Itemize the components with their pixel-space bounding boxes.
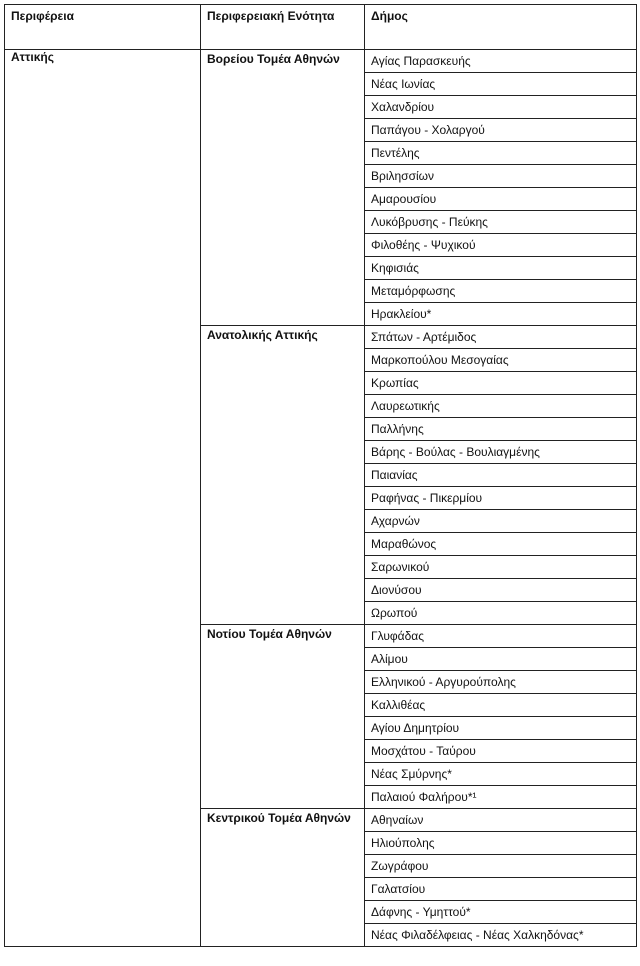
municipality-cell: Ραφήνας - Πικερμίου [365, 487, 637, 510]
municipality-cell: Μοσχάτου - Ταύρου [365, 740, 637, 763]
municipality-cell: Διονύσου [365, 579, 637, 602]
municipality-cell: Αχαρνών [365, 510, 637, 533]
header-municipality: Δήμος [365, 5, 637, 50]
municipality-cell: Ηλιούπολης [365, 832, 637, 855]
municipality-cell: Σαρωνικού [365, 556, 637, 579]
municipality-cell: Βάρης - Βούλας - Βουλιαγμένης [365, 441, 637, 464]
municipality-cell: Παπάγου - Χολαργού [365, 119, 637, 142]
municipality-cell: Ελληνικού - Αργυρούπολης [365, 671, 637, 694]
municipality-cell: Πεντέλης [365, 142, 637, 165]
municipality-cell: Νέας Ιωνίας [365, 73, 637, 96]
municipality-cell: Ηρακλείου* [365, 303, 637, 326]
regional-unit-cell: Νοτίου Τομέα Αθηνών [201, 625, 365, 809]
municipality-cell: Καλλιθέας [365, 694, 637, 717]
municipality-cell: Αμαρουσίου [365, 188, 637, 211]
regional-unit-cell: Ανατολικής Αττικής [201, 326, 365, 625]
header-regional-unit: Περιφερειακή Ενότητα [201, 5, 365, 50]
municipality-cell: Αγίας Παρασκευής [365, 50, 637, 73]
table-header-row [5, 5, 637, 50]
regional-unit-cell: Κεντρικού Τομέα Αθηνών [201, 809, 365, 947]
regional-unit-cell: Βορείου Τομέα Αθηνών [201, 50, 365, 326]
municipality-cell: Μεταμόρφωσης [365, 280, 637, 303]
header-region: Περιφέρεια [5, 5, 201, 50]
municipality-cell: Σπάτων - Αρτέμιδος [365, 326, 637, 349]
municipality-cell: Ζωγράφου [365, 855, 637, 878]
municipality-cell: Νέας Φιλαδέλφειας - Νέας Χαλκηδόνας* [365, 924, 637, 947]
municipalities-table [4, 4, 637, 947]
municipality-cell: Νέας Σμύρνης* [365, 763, 637, 786]
municipality-cell: Μαραθώνος [365, 533, 637, 556]
municipality-cell: Γλυφάδας [365, 625, 637, 648]
municipality-cell: Αλίμου [365, 648, 637, 671]
municipality-cell: Ωρωπού [365, 602, 637, 625]
table-body [5, 50, 637, 947]
municipality-cell: Μαρκοπούλου Μεσογαίας [365, 349, 637, 372]
municipality-cell: Λυκόβρυσης - Πεύκης [365, 211, 637, 234]
municipality-cell: Αγίου Δημητρίου [365, 717, 637, 740]
municipality-cell: Λαυρεωτικής [365, 395, 637, 418]
municipality-cell: Κηφισιάς [365, 257, 637, 280]
municipality-cell: Παλαιού Φαλήρου*¹ [365, 786, 637, 809]
municipality-cell: Κρωπίας [365, 372, 637, 395]
municipality-cell: Παιανίας [365, 464, 637, 487]
municipality-cell: Χαλανδρίου [365, 96, 637, 119]
region-cell: Αττικής [5, 50, 201, 947]
municipality-cell: Γαλατσίου [365, 878, 637, 901]
municipality-cell: Παλλήνης [365, 418, 637, 441]
municipality-cell: Φιλοθέης - Ψυχικού [365, 234, 637, 257]
municipality-cell: Δάφνης - Υμηττού* [365, 901, 637, 924]
table-row [5, 50, 637, 73]
municipality-cell: Βριλησσίων [365, 165, 637, 188]
municipality-cell: Αθηναίων [365, 809, 637, 832]
